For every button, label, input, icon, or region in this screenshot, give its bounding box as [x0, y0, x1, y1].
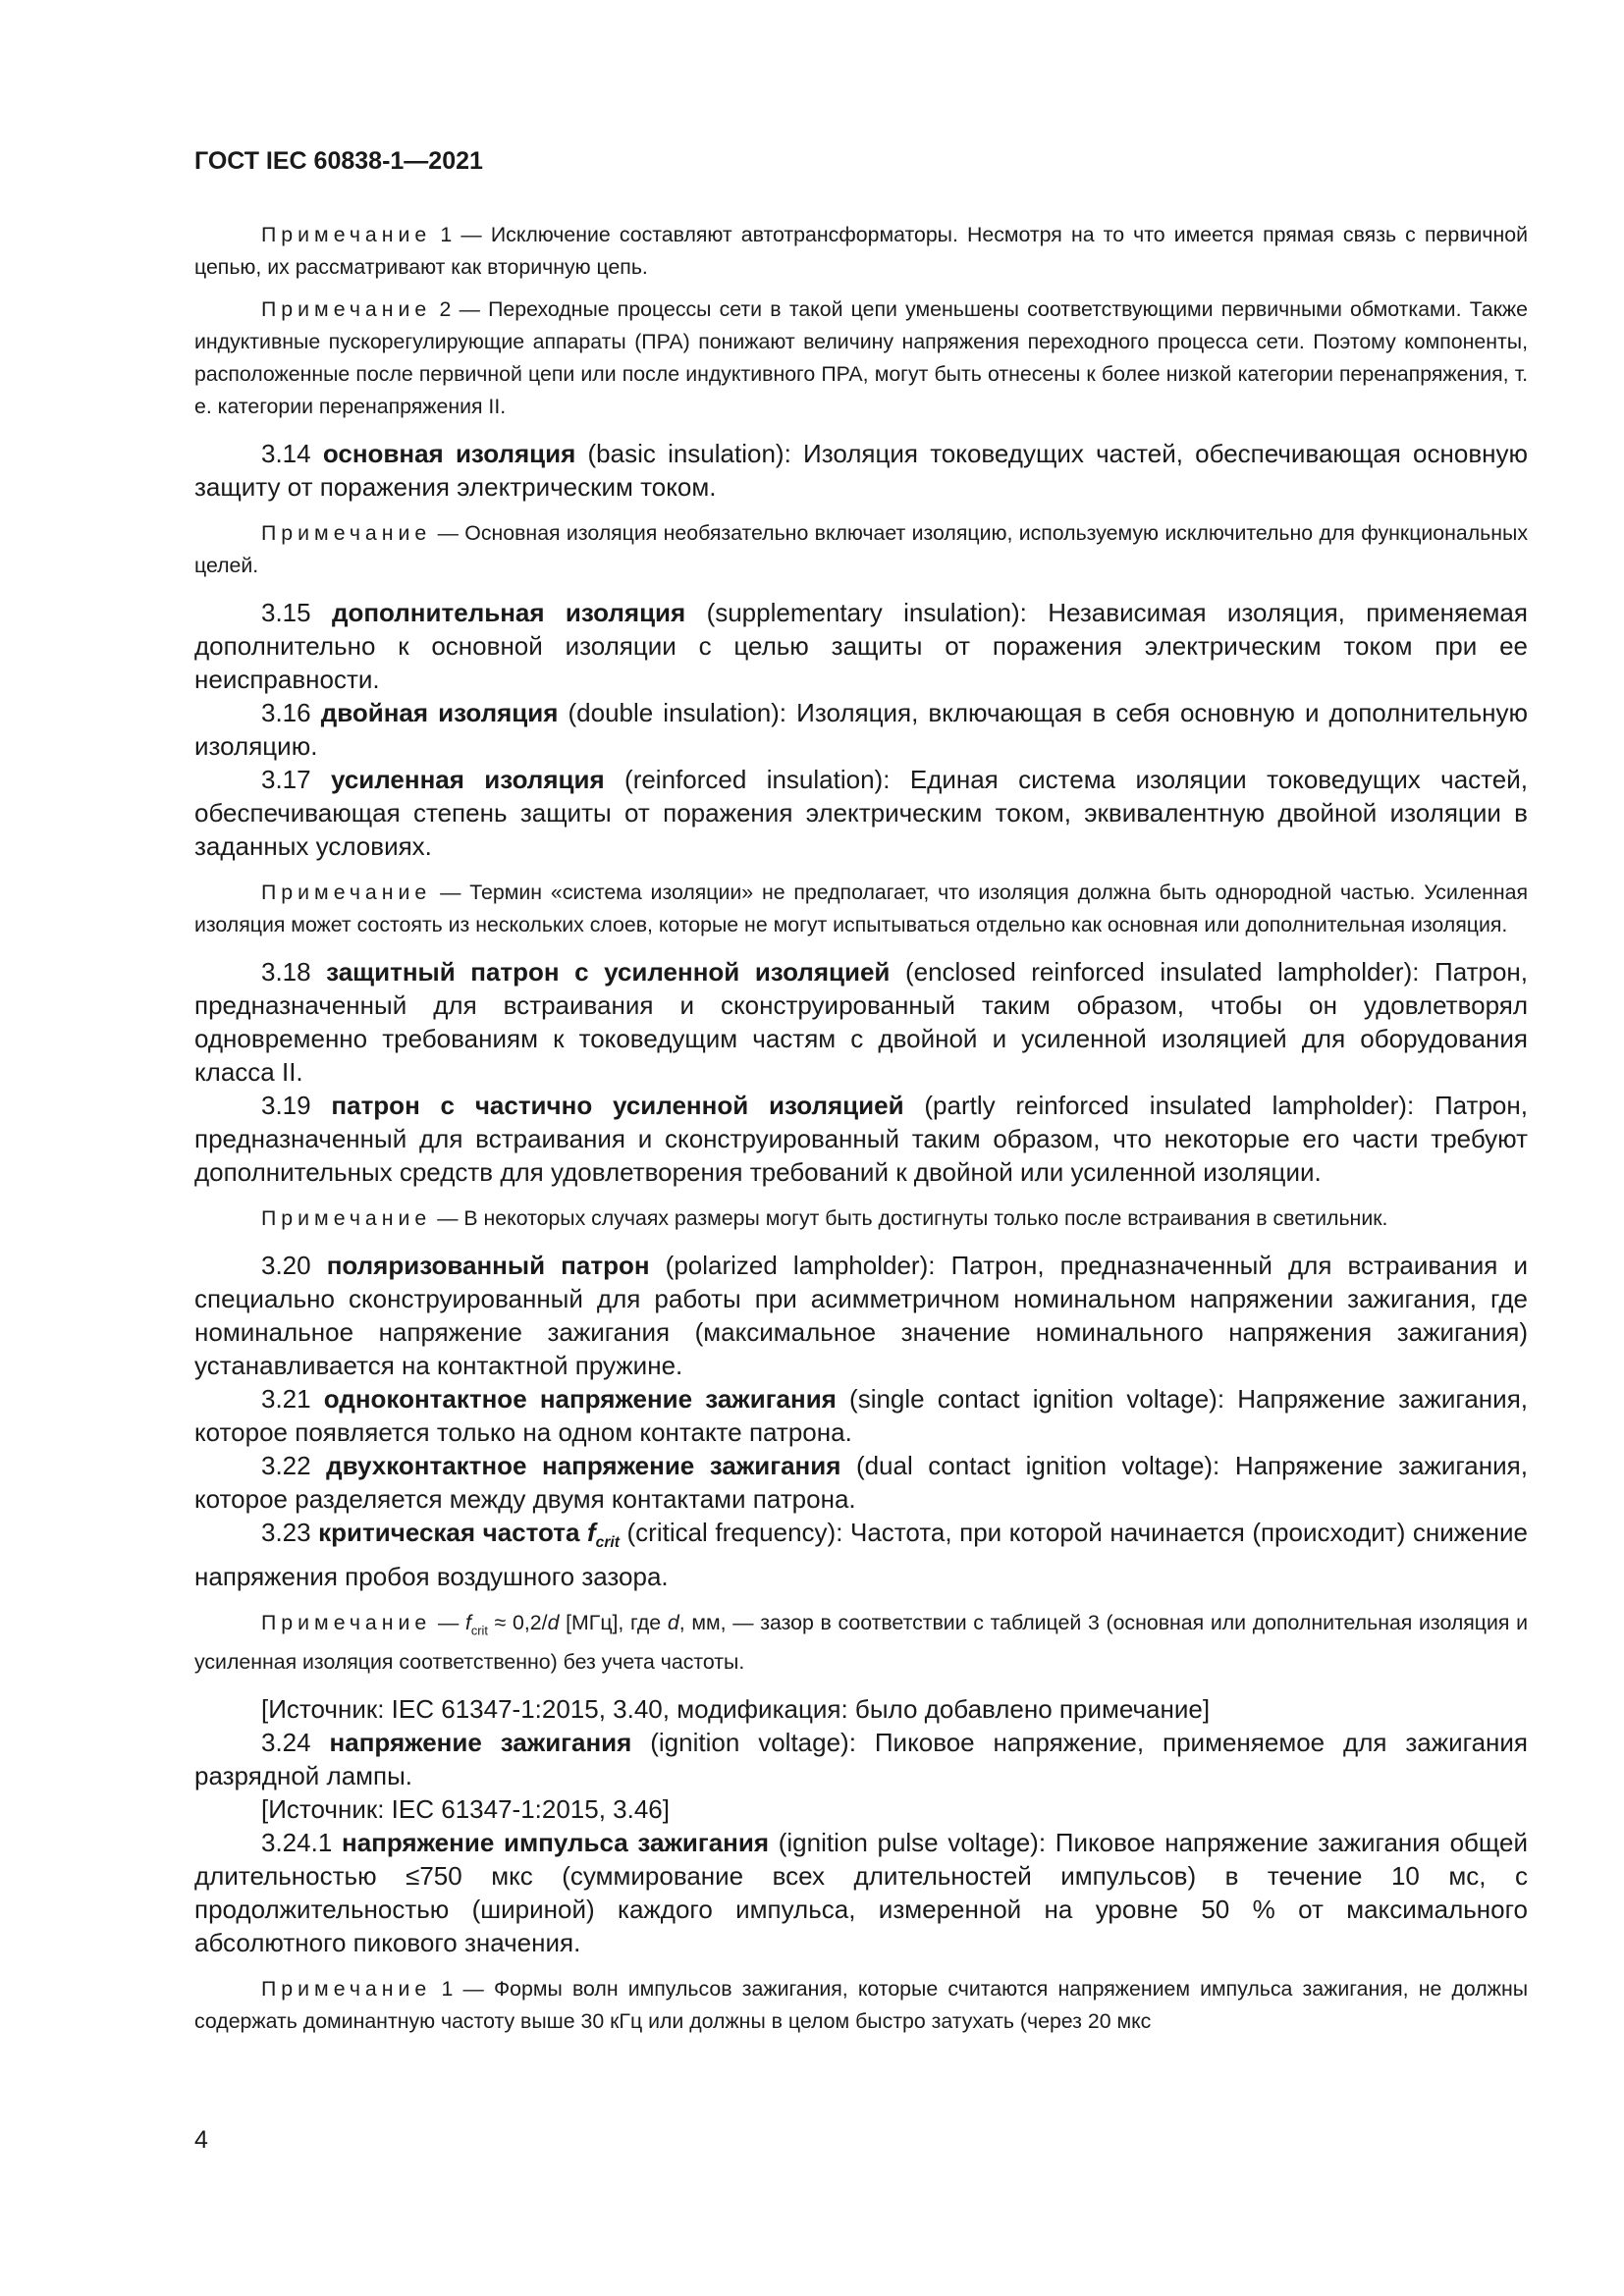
- note-label: Примечание: [261, 1977, 432, 2002]
- term-3-24: 3.24 напряжение зажигания (ignition voltage): Пиковое напряжение, применяемое для зажигания разрядной лампы.: [194, 1728, 1528, 1791]
- note-1: Примечание 1 — Исключение составляют автотрансформаторы. Несмотря на то что имеется прямая связь с первичной цепью, их рассматривают как вторичную цепь.: [194, 223, 1528, 279]
- note-label: Примечание: [261, 1611, 432, 1635]
- note-text: Переходные процессы сети в такой цепи уменьшены соответствующими первичными обмотками. Также индуктивные пускорегулирующие аппараты (ПРА) понижают величину напряжения переходного процесса сети. Поэтому компоненты, расположенные после первичной цепи или после индуктивного ПРА, могут быть отнесены к более низкой категории перенапряжения, т. е. категории перенапряжения II.: [194, 297, 1529, 418]
- note-label: Примечание: [261, 1206, 432, 1230]
- note-label: Примечание: [261, 521, 432, 545]
- term-title: поляризованный патрон: [326, 1251, 650, 1280]
- term-title: основная изоляция: [322, 439, 576, 468]
- note-label: Примечание: [261, 223, 432, 246]
- note-3-23: Примечание — $f_{crit} \approx 0,2/d$ [МГц], где d, мм, — зазор в соответствии с таблицей 3 (основная или дополнительная изоляция и усиленная изоляция соответственно) без учета частоты.: [194, 1611, 1529, 1675]
- term-3-16: 3.16 двойная изоляция (double insulation): Изоляция, включающая в себя основную и дополнительную изоляцию.: [194, 698, 1529, 761]
- term-3-18: 3.18 защитный патрон с усиленной изоляцией (enclosed reinforced insulated lampholder): Патрон, предназначенный для встраивания и сконструированный таким образом, чтобы он удовлетворял одновременно требованиям к токоведущим частям с двойной и усиленной изоляцией для оборудования класса II.: [194, 957, 1528, 1087]
- term-3-14: 3.14 основная изоляция (basic insulation): Изоляция токоведущих частей, обеспечивающая основную защиту от поражения электрическим током.: [194, 439, 1528, 502]
- term-3-21: 3.21 одноконтактное напряжение зажигания (single contact ignition voltage): Напряжение зажигания, которое появляется только на одном контакте патрона.: [194, 1384, 1528, 1447]
- note-2: Примечание 2 — Переходные процессы сети в такой цепи уменьшены соответствующими первичными обмотками. Также индуктивные пускорегулирующие аппараты (ПРА) понижают величину напряжения переходного процесса сети. Поэтому компоненты, расположенные после первичной цепи или после индуктивного ПРА, могут быть отнесены к более низкой категории перенапряжения, т. е. категории перенапряжения II.: [194, 297, 1529, 418]
- note-3-19: Примечание — В некоторых случаях размеры могут быть достигнуты только после встраивания в светильник.: [261, 1206, 1388, 1230]
- term-title: напряжение зажигания: [329, 1728, 632, 1758]
- term-title: двухконтактное напряжение зажигания: [326, 1451, 841, 1480]
- page-number: 4: [194, 2126, 208, 2154]
- source-3-24: [Источник: IEC 61347-1:2015, 3.46]: [261, 1794, 670, 1825]
- term-3-15: 3.15 дополнительная изоляция (supplementary insulation): Независимая изоляция, применяемая дополнительно к основной изоляции с целью защиты от поражения электрическим током при ее неисправности.: [194, 598, 1528, 694]
- term-title: дополнительная изоляция: [331, 598, 686, 627]
- term-title: патрон с частично усиленной изоляцией: [331, 1091, 904, 1120]
- document-header: ГОСТ IEC 60838-1—2021: [194, 147, 483, 175]
- note-3-14: Примечание — Основная изоляция необязательно включает изоляцию, используемую исключительно для функциональных целей.: [194, 521, 1528, 577]
- note-text: Исключение составляют автотрансформаторы. Несмотря на то что имеется прямая связь с первичной цепью, их рассматривают как вторичную цепь.: [194, 223, 1528, 279]
- note-3-24-1: Примечание 1 — Формы волн импульсов зажигания, которые считаются напряжением импульса зажигания, не должны содержать доминантную частоту выше 30 кГц или должны в целом быстро затухать (через 20 мкс: [194, 1977, 1529, 2034]
- term-title: усиленная изоляция: [331, 765, 605, 794]
- note-label: Примечание: [261, 297, 432, 321]
- symbol-fcrit: $f_{crit}$: [587, 1518, 620, 1552]
- term-3-23: 3.23 критическая частота $f_{crit}$ (critical frequency): Частота, при которой начинается (происходит) снижение напряжения пробоя воздушного зазора.: [194, 1518, 1528, 1592]
- document-page: [194, 147, 1528, 2048]
- term-title: напряжение импульса зажигания: [342, 1828, 770, 1858]
- term-title: одноконтактное напряжение зажигания: [323, 1384, 837, 1414]
- source-3-23: [Источник: IEC 61347-1:2015, 3.40, модификация: было добавлено примечание]: [261, 1694, 1211, 1725]
- note-3-17: Примечание — Термин «система изоляции» не предполагает, что изоляция должна быть однородной частью. Усиленная изоляция может состоять из нескольких слоев, которые не могут испытываться отдельно как основная или дополнительная изоляция.: [194, 881, 1529, 936]
- term-title: защитный патрон с усиленной изоляцией: [326, 957, 891, 987]
- term-title: критическая частота: [318, 1518, 580, 1547]
- term-3-22: 3.22 двухконтактное напряжение зажигания (dual contact ignition voltage): Напряжение зажигания, которое разделяется между двумя контактами патрона.: [194, 1451, 1528, 1514]
- term-3-20: 3.20 поляризованный патрон (polarized lampholder): Патрон, предназначенный для встраивания и специально сконструированный для работы при асимметричном номинальном напряжении зажигания, где номинальное напряжение зажигания (максимальное значение номинального напряжения зажигания) устанавливается на контактной пружине.: [194, 1251, 1528, 1380]
- note-label: Примечание: [261, 881, 432, 904]
- term-3-24-1: 3.24.1 напряжение импульса зажигания (ignition pulse voltage): Пиковое напряжение зажигания общей длительностью ≤750 мкс (суммирование всех длительностей импульсов) в течение 10 мс, с продолжительностью (шириной) каждого импульса, измеренной на уровне 50 % от максимального абсолютного пикового значения.: [194, 1828, 1529, 1958]
- term-3-19: 3.19 патрон с частично усиленной изоляцией (partly reinforced insulated lampholder): Патрон, предназначенный для встраивания и сконструированный таким образом, что некоторые его части требуют дополнительных средств для удовлетворения требований к двойной или усиленной изоляции.: [194, 1091, 1528, 1187]
- term-title: двойная изоляция: [320, 698, 559, 727]
- term-3-17: 3.17 усиленная изоляция (reinforced insulation): Единая система изоляции токоведущих частей, обеспечивающая степень защиты от поражения электрическим током, эквивалентную двойной изоляции в заданных условиях.: [194, 765, 1528, 861]
